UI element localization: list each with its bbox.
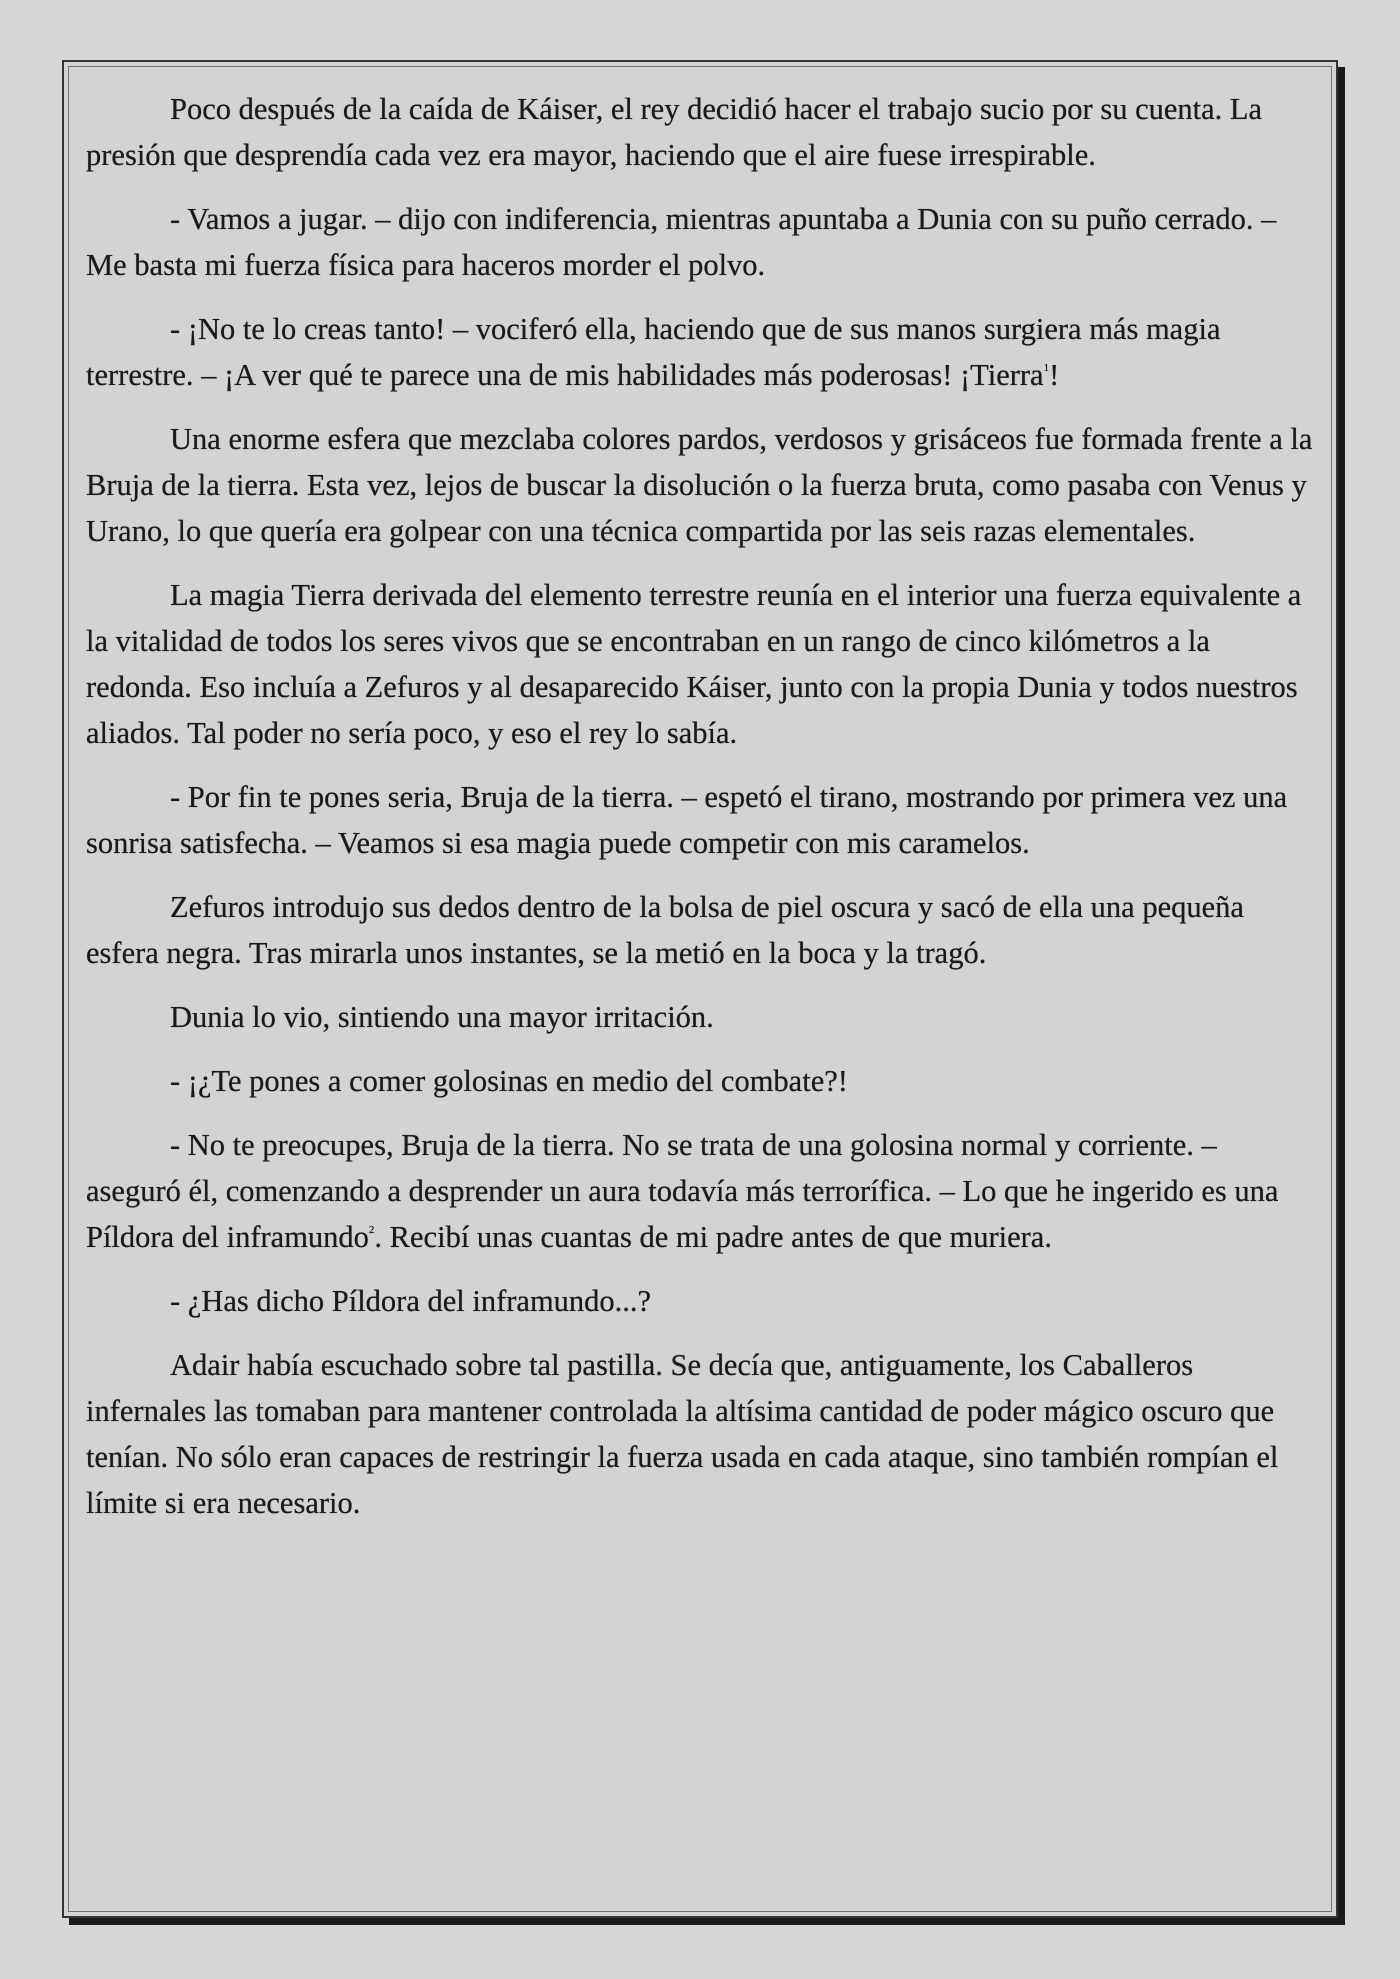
paragraph: - Por fin te pones seria, Bruja de la tierra. – espetó el tirano, mostrando por primera vez una sonrisa satisfecha. – Veamos si esa magia puede competir con mis caramelos. [86, 780, 1288, 860]
paragraph: Poco después de la caída de Káiser, el rey decidió hacer el trabajo sucio por su cuenta. La presión que desprendía cada vez era mayor, haciendo que el aire fuese irrespirable. [86, 92, 1263, 172]
footnote-marker[interactable]: 2 [368, 1224, 375, 1236]
paragraph: Adair había escuchado sobre tal pastilla. Se decía que, antiguamente, los Caballeros infernales las tomaban para mantener controlada la altísima cantidad de poder mágico oscuro que tenían. No sólo eran capaces de restringir la fuerza usada en cada ataque, sino también rompían el límite si era necesario. [86, 1348, 1279, 1520]
paragraph: Dunia lo vio, sintiendo una mayor irritación. [170, 1000, 714, 1034]
paragraph: - No te preocupes, Bruja de la tierra. No se trata de una golosina normal y corriente. – aseguró él, comenzando a desprender un aura todavía más terrorífica. – Lo que he ingerido es una Píldora del inframundo$^2$. Recibí unas cuantas de mi padre antes de que muriera. [86, 1128, 1279, 1254]
paragraph: - ¡No te lo creas tanto! – vociferó ella, haciendo que de sus manos surgiera más magia terrestre. – ¡A ver qué te parece una de mis habilidades más poderosas! ¡Tierra$^1$! [86, 312, 1221, 392]
paragraph: - Vamos a jugar. – dijo con indiferencia, mientras apuntaba a Dunia con su puño cerrado. – Me basta mi fuerza física para haceros morder el polvo. [86, 202, 1277, 282]
paragraph: La magia Tierra derivada del elemento terrestre reunía en el interior una fuerza equivalente a la vitalidad de todos los seres vivos que se encontraban en un rango de cinco kilómetros a la redonda. Eso incluía a Zefuros y al desaparecido Káiser, junto con la propia Dunia y todos nuestros aliados. Tal poder no sería poco, y eso el rey lo sabía. [86, 578, 1302, 750]
page-frame [62, 60, 1338, 1918]
paragraph: Zefuros introdujo sus dedos dentro de la bolsa de piel oscura y sacó de ella una pequeña esfera negra. Tras mirarla unos instantes, se la metió en la boca y la tragó. [86, 890, 1244, 970]
paragraph: Una enorme esfera que mezclaba colores pardos, verdosos y grisáceos fue formada frente a la Bruja de la tierra. Esta vez, lejos de buscar la disolución o la fuerza bruta, como pasaba con Venus y Urano, lo que quería era golpear con una técnica compartida por las seis razas elementales. [86, 422, 1313, 548]
paragraph: - ¿Has dicho Píldora del inframundo...? [170, 1284, 652, 1318]
paragraph: - ¡¿Te pones a comer golosinas en medio del combate?! [170, 1064, 848, 1098]
text-body [86, 86, 1318, 1544]
footnote-marker[interactable]: 1 [1043, 362, 1050, 374]
